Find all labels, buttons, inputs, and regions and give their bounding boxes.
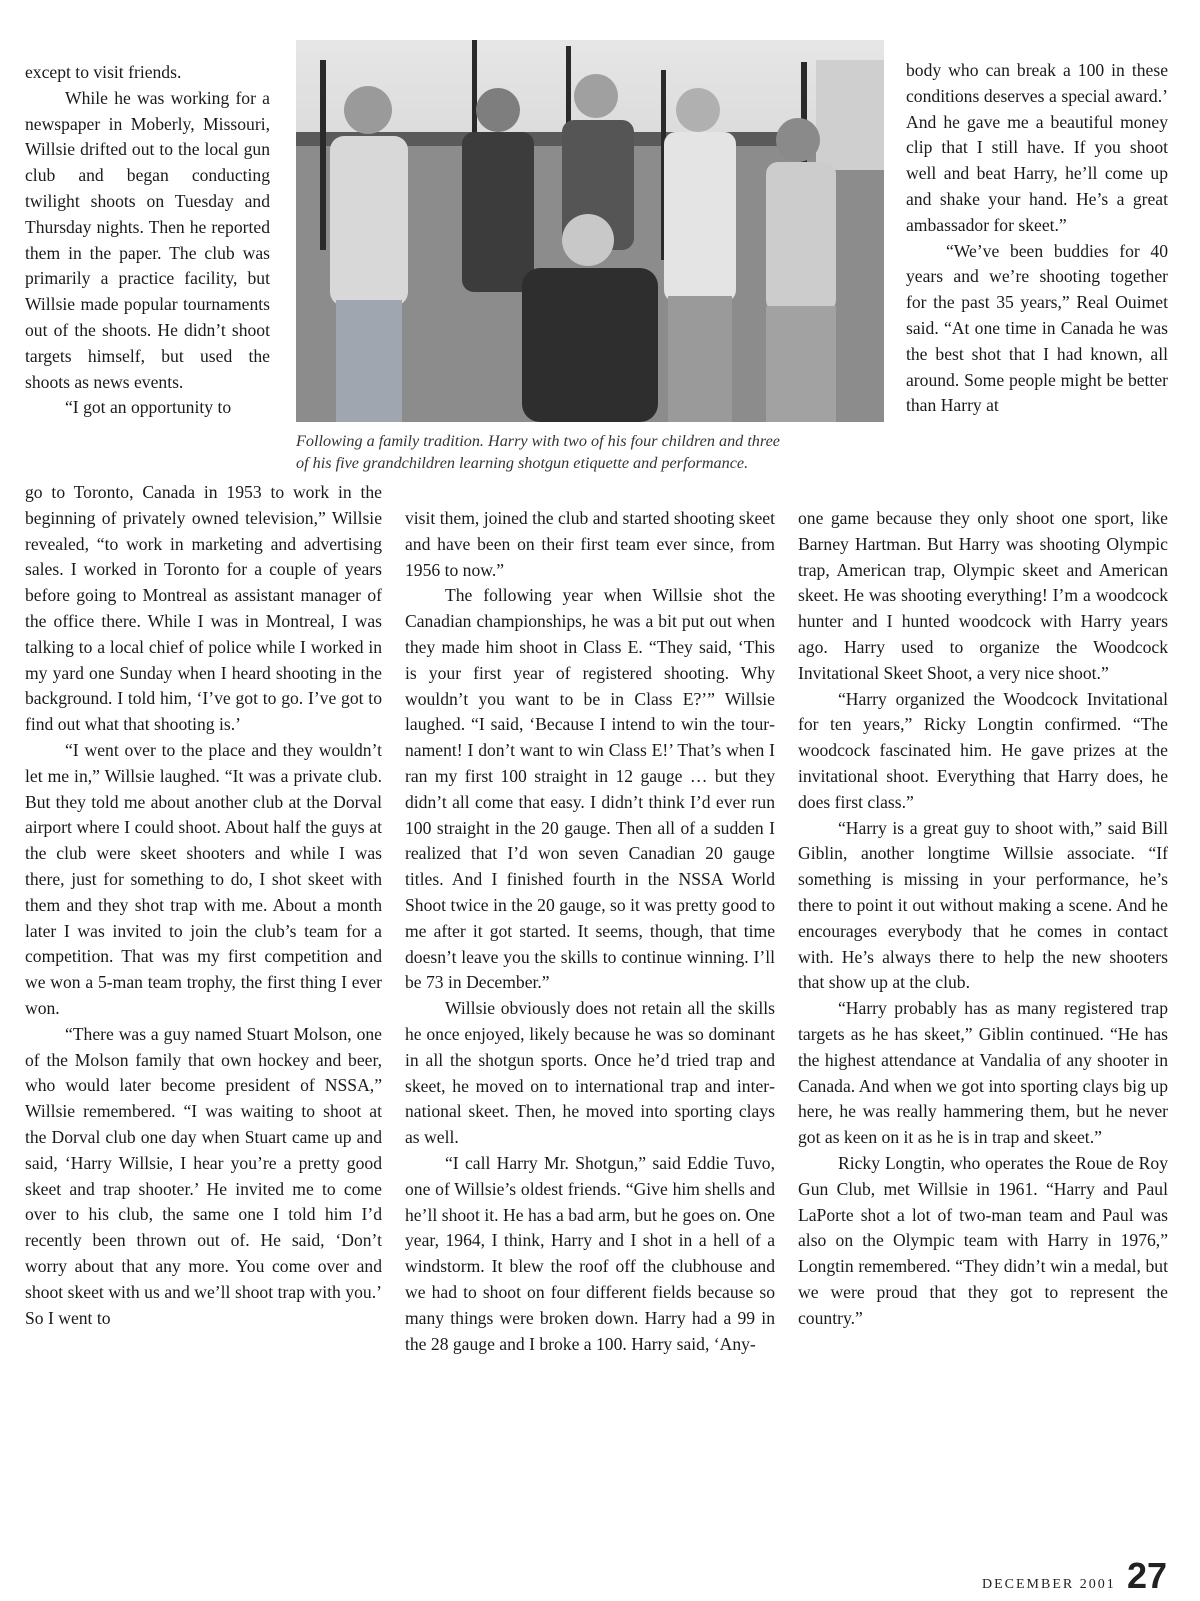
paragraph: “Harry probably has as many registered trap targets as he has skeet,” Giblin continued. “He has the highest attendance at Vandalia of any shooter in Canada. And when we got into sporting clays big up here, he was really hammering them, but he never got as keen on it as he is in trap and skeet.” bbox=[798, 998, 1168, 1148]
issue-date: DECEMBER 2001 bbox=[982, 1577, 1116, 1592]
family-group-photo bbox=[296, 40, 884, 422]
paragraph: “I went over to the place and they wouldn’t let me in,” Willsie laughed. “It was a private club. But they told me about another club at the Dorval airport where I could shoot. About half the guys at the club were skeet shooters and while I was there, just for something to do, I shot skeet with them and they shot trap with me. About a month later I was invited to join the club’s team for a competition. That was my first competition and we won a 5-man team trophy, the first thing I ever won. bbox=[25, 739, 382, 1018]
caption-line-1: Following a family tradition. Harry with two of his four children and three bbox=[296, 432, 780, 450]
paragraph: While he was working for a newspaper in Moberly, Missouri, Willsie drifted out to the local gun club and began conducting twilight shoots on Tuesday and Thursday nights. Then he reported them in the paper. The club was primarily a practice facility, but Willsie made popular tournaments out of the shoots. He didn’t shoot targets himself, but used the shoots as news events. bbox=[25, 87, 270, 392]
paragraph: visit them, joined the club and started shooting skeet and have been on their first team ever since, from 1956 to now.” bbox=[405, 508, 775, 580]
article-column-2 bbox=[405, 506, 775, 1357]
paragraph: “We’ve been buddies for 40 years and we’re shooting together for the past 35 years,” Real Ouimet said. “At one time in Canada he was the best shot that I had known, all around. Some people might be better than Harry at bbox=[906, 240, 1168, 416]
paragraph: one game because they only shoot one sport, like Barney Hartman. But Harry was shooting Olympic trap, American trap, Olympic skeet and American skeet. He was shooting everything! I’m a woodcock hunter and I hunted woodcock with Harry years ago. Harry used to organize the Woodcock Invitational Skeet Shoot, a very nice shoot.” bbox=[798, 508, 1168, 683]
article-column-3-bottom bbox=[798, 506, 1168, 1332]
paragraph: “There was a guy named Stuart Molson, one of the Molson family that own hockey and beer, who would later become president of NSSA,” Willsie remembered. “I was waiting to shoot at the Dorval club one day when Stuart came up and said, ‘Harry Willsie, I hear you’re a pretty good skeet and trap shooter.’ He invited me to come over to his club, the same one I told him I’d recently been thrown out of. He said, ‘Don’t worry about that any more. You come over and shoot skeet with us and we’ll shoot trap with you.’ So I went to bbox=[25, 1023, 382, 1328]
paragraph: Ricky Longtin, who operates the Roue de Roy Gun Club, met Willsie in 1961. “Harry and Paul LaPorte shot a lot of two-man team and Paul was also on the Olympic team with Harry in 1976,” Longtin remembered. “They didn’t win a medal, but we were proud that they got to represent the country.” bbox=[798, 1152, 1168, 1328]
paragraph: go to Toronto, Canada in 1953 to work in the beginning of privately owned television,” Willsie revealed, “to work in marketing and advertising sales. I worked in Toronto for a couple of years before going to Montreal as assistant manager of the office there. While I was in Montreal, I was talking to a local chief of police while I worked in my yard one Sunday when I heard shooting in the background. I told him, ‘I’ve got to go. I’ve got to find out what that shooting is.’ bbox=[25, 482, 382, 735]
article-column-1-top bbox=[25, 60, 270, 421]
paragraph: “Harry organized the Woodcock Invitational for ten years,” Ricky Longtin confirmed. “The woodcock fascinated him. He gave prizes at the invitational shoot. Everything that Harry does, he does first class.” bbox=[798, 688, 1168, 812]
paragraph: “I call Harry Mr. Shotgun,” said Eddie Tuvo, one of Willsie’s oldest friends. “Give him shells and he’ll shoot it. He has a bad arm, but he goes on. One year, 1964, I think, Harry and I shot in a hell of a windstorm. It blew the roof off the clubhouse and we had to shoot on four different fields because so many things were broken down. Harry had a 99 in the 28 gauge and I broke a 100. Harry said, ‘Any- bbox=[405, 1152, 775, 1354]
paragraph: “Harry is a great guy to shoot with,” said Bill Giblin, another longtime Willsie associate. “If something is missing in your performance, he’s there to point it out without making a scene. And he encourages everybody that he comes in contact with. He’s always there to help the new shooters that show up at the club. bbox=[798, 817, 1168, 993]
page-number: 27 bbox=[1127, 1555, 1168, 1596]
article-column-1-bottom bbox=[25, 480, 382, 1331]
paragraph: except to visit friends. bbox=[25, 62, 182, 82]
paragraph: body who can break a 100 in these conditions deserves a special award.’ And he gave me a beautiful money clip that I still have. If you shoot well and beat Harry, he’ll come up and shake your hand. He’s a great ambassador for skeet.” bbox=[906, 60, 1168, 235]
photo-caption bbox=[296, 430, 892, 474]
paragraph: “I got an opportunity to bbox=[65, 397, 232, 418]
paragraph: The following year when Willsie shot the Canadian championships, he was a bit put out when they made him shoot in Class E. “They said, ‘This is your first year of registered shooting. Why wouldn’t you want to be in Class E?’” Willsie laughed. “I said, ‘Because I intend to win the tournament! I don’t want to win Class E!’ That’s when I ran my first 100 straight in 12 gauge … but they didn’t all come that easy. I didn’t think I’d ever run 100 straight in the 20 gauge. Then all of a sudden I realized that I’d won seven Canadian 20 gauge titles. And I finished fourth in the NSSA World Shoot twice in the 20 gauge, so it was pretty good to me after it got started. It seems, though, that time doesn’t leave you the skills to continue winning. I’ll be 73 in December.” bbox=[405, 585, 775, 993]
caption-line-2: of his five grandchildren learning shotgun etiquette and performance. bbox=[296, 454, 749, 472]
article-column-3-top bbox=[906, 58, 1168, 419]
paragraph: Willsie obviously does not retain all the skills he once enjoyed, likely because he was so dominant in all the shotgun sports. Once he’d tried trap and skeet, he moved on to international trap and international skeet. Then, he moved into sporting clays as well. bbox=[405, 998, 775, 1148]
